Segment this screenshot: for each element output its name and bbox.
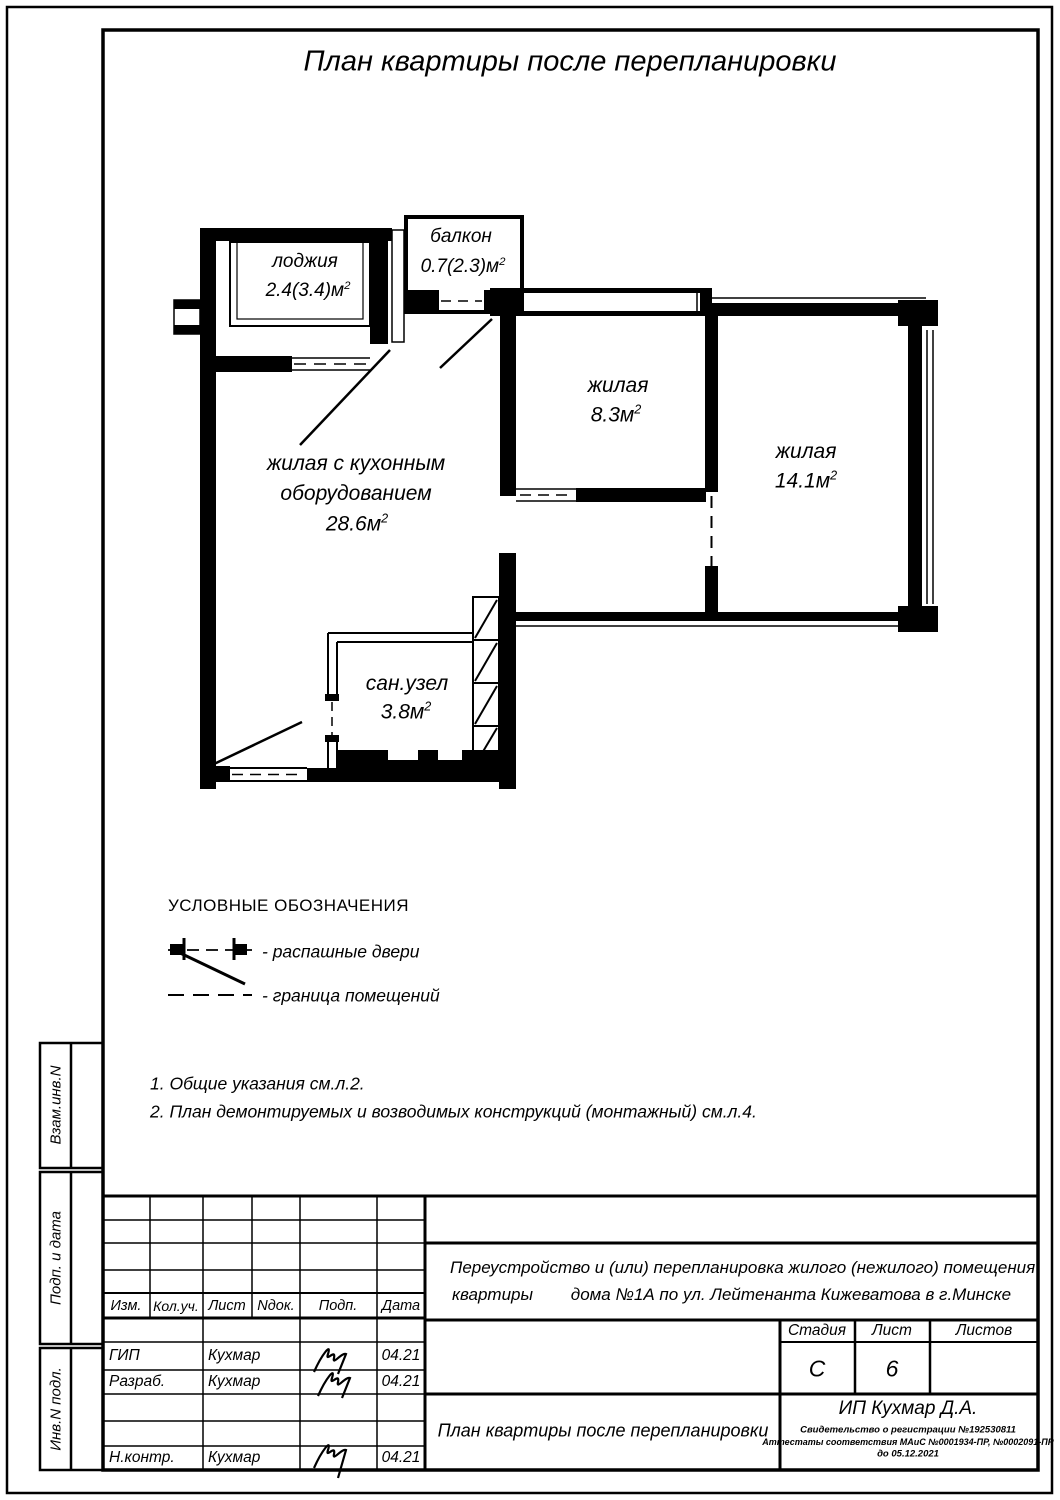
tb-col-koluch: Кол.уч. (153, 1298, 199, 1314)
tb-date-nkontr: 04.21 (381, 1449, 421, 1466)
tb-company: ИП Кухмар Д.А. (838, 1398, 978, 1419)
tb-name-gip: Кухмар (208, 1347, 261, 1364)
room-area-balcony: $0.7(2.3)м^2$ (420, 255, 506, 278)
tb-col-podp: Подп. (318, 1298, 358, 1314)
legend-item-doors: - распашные двери (262, 941, 420, 962)
tb-role-nkontr: Н.контр. (109, 1449, 175, 1466)
room-label-bathroom: сан.узел (365, 672, 449, 695)
tb-role-razrab: Разраб. (109, 1373, 166, 1390)
tb-cert-line1: Свидетельство о регистрации №192530811 (800, 1424, 1016, 1436)
note-2: 2. План демонтируемых и возводимых конструкций (монтажный) см.л.4. (150, 1101, 757, 1122)
tb-stage-label: Стадия (787, 1322, 847, 1339)
room-label-zhilaya-141: жилая (775, 440, 837, 463)
wall-loggia-top (200, 228, 392, 241)
tb-list-value: 6 (885, 1355, 899, 1382)
tb-listov-label: Листов (955, 1322, 1013, 1339)
margin-label-vzam: Взам.инв.N (47, 1065, 65, 1145)
wall-loggia-right (370, 228, 388, 344)
wall-room83-bottom (576, 488, 706, 502)
margin-label-inv: Инв.N подл. (47, 1367, 65, 1451)
tb-role-gip: ГИП (109, 1347, 140, 1364)
tb-name-nkontr: Кухмар (208, 1449, 261, 1466)
room-area-kitchen: $28.6м^2$ (325, 511, 389, 536)
tb-project-line1: Переустройство и (или) перепланировка жилого (нежилого) помещения (450, 1258, 1036, 1277)
tb-col-list: Лист (208, 1298, 246, 1314)
door-swing-entry (214, 722, 302, 764)
wall-room83-left (500, 311, 516, 496)
tb-col-data: Дата (381, 1298, 421, 1314)
door-swing-balcony (440, 319, 492, 368)
margin-label-podp: Подп. и дата (47, 1211, 65, 1305)
legend-title: УСЛОВНЫЕ ОБОЗНАЧЕНИЯ (168, 896, 410, 915)
wall-rooms-bottom (516, 612, 908, 621)
room-area-zhilaya-141: $14.1м^2$ (774, 468, 838, 493)
room-label-loggia: лоджия (272, 251, 338, 272)
room-label-kitchen-line2: оборудованием (280, 482, 432, 505)
signatures (314, 1349, 350, 1478)
legend-item-boundary: - граница помещений (262, 985, 440, 1006)
wall-room141-top (712, 303, 926, 316)
tb-sheet-title: План квартиры после перепланировки (437, 1420, 769, 1441)
sheet-heading: План квартиры после перепланировки (303, 45, 837, 78)
room-area-zhilaya-83: $8.3м^2$ (590, 402, 642, 427)
room-area-bathroom: $3.8м^2$ (380, 699, 432, 724)
tb-name-razrab: Кухмар (208, 1373, 261, 1390)
wall-left-exterior (200, 228, 216, 789)
tb-stage-value: С (808, 1355, 826, 1382)
signature-nkontr (314, 1445, 346, 1478)
tb-col-izm: Изм. (110, 1298, 142, 1314)
tb-project-line2: квартиры дома №1А по ул. Лейтенанта Кижеватова в г.Минске (452, 1285, 1012, 1304)
room-label-kitchen-line1: жилая с кухонным (266, 452, 446, 475)
room-label-balcony: балкон (430, 226, 492, 247)
wall-top-room83 (490, 288, 712, 293)
wall-room141-right (908, 316, 922, 612)
note-1: 1. Общие указания см.л.2. (150, 1073, 365, 1094)
wall-hall (499, 553, 516, 789)
tb-date-razrab: 04.21 (381, 1373, 421, 1390)
wall-between-rooms (705, 316, 718, 492)
tb-cert-line3: до 05.12.2021 (877, 1448, 939, 1460)
wall-loggia-sill (216, 356, 292, 372)
tb-cert-line2: Аттестаты соответствия МАиС №0001934-ПР, №0002091-ПР (762, 1437, 1054, 1447)
tb-list-label: Лист (872, 1322, 912, 1339)
legend-door-symbol (168, 938, 252, 984)
room-label-zhilaya-83: жилая (587, 374, 649, 397)
tb-date-gip: 04.21 (381, 1347, 421, 1364)
tb-col-ndok: Nдок. (257, 1298, 295, 1314)
room-area-loggia: $2.4(3.4)м^2$ (265, 279, 351, 302)
